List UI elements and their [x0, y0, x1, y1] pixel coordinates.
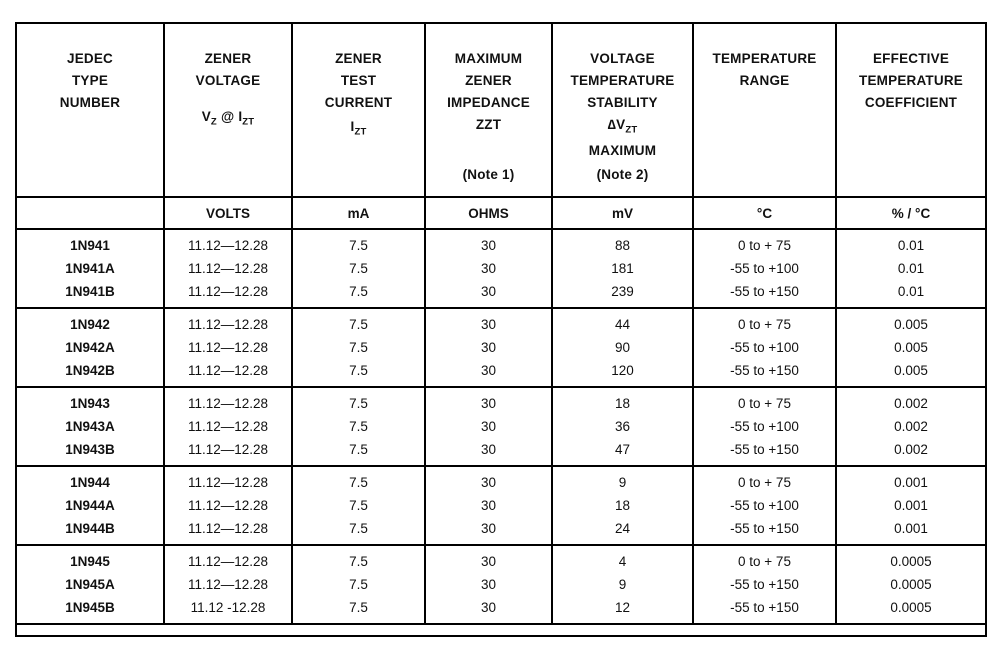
header-line: TYPE	[71, 73, 109, 88]
table-row-1N941A	[16, 257, 986, 280]
cell-temp-coefficient: 0.005	[836, 308, 986, 336]
header-line: ZENER	[204, 51, 252, 66]
table-header	[16, 23, 986, 229]
cell-zener-voltage: 11.12 -12.28	[164, 596, 292, 624]
cell-temp-coefficient: 0.005	[836, 336, 986, 359]
cell-temp-range: -55 to +150	[693, 438, 836, 466]
cell-test-current: 7.5	[292, 517, 425, 545]
table-row-1N942A	[16, 336, 986, 359]
cell-temp-stability: 24	[552, 517, 693, 545]
cell-temp-coefficient: 0.002	[836, 415, 986, 438]
cell-temp-coefficient: 0.0005	[836, 545, 986, 573]
cell-zener-voltage: 11.12—12.28	[164, 573, 292, 596]
note-2-reference: (Note 2)	[596, 167, 649, 182]
cell-temp-coefficient: 0.002	[836, 438, 986, 466]
table-row-1N941	[16, 229, 986, 257]
header-line: MAXIMUM	[588, 143, 657, 158]
cell-type-number: 1N941A	[16, 257, 164, 280]
cell-test-current: 7.5	[292, 257, 425, 280]
cell-test-current: 7.5	[292, 573, 425, 596]
cell-type-number: 1N945A	[16, 573, 164, 596]
delta-vzt-symbol	[608, 114, 638, 136]
symbol-base: I	[238, 109, 243, 124]
cell-test-current: 7.5	[292, 596, 425, 624]
cell-zener-voltage: 11.12—12.28	[164, 517, 292, 545]
cell-zener-voltage: 11.12—12.28	[164, 387, 292, 415]
cell-zener-impedance: 30	[425, 596, 552, 624]
cell-temp-coefficient: 0.01	[836, 280, 986, 308]
cell-zener-voltage: 11.12—12.28	[164, 280, 292, 308]
cell-zener-impedance: 30	[425, 517, 552, 545]
header-line: JEDEC	[66, 51, 113, 66]
header-line: ZENER	[335, 51, 382, 66]
cell-temp-range: 0 to + 75	[693, 229, 836, 257]
header-line: CURRENT	[324, 95, 393, 110]
cell-temp-coefficient: 0.001	[836, 494, 986, 517]
symbol-subscript: ZT	[242, 116, 255, 128]
cell-temp-stability: 44	[552, 308, 693, 336]
cell-temp-stability: 12	[552, 596, 693, 624]
spacer-row	[16, 624, 986, 636]
cell-type-number: 1N942B	[16, 359, 164, 387]
cell-temp-stability: 120	[552, 359, 693, 387]
cell-temp-range: -55 to +100	[693, 336, 836, 359]
header-line: TEMPERATURE	[570, 73, 675, 88]
cell-temp-range: -55 to +100	[693, 494, 836, 517]
symbol-base: V	[616, 117, 626, 132]
cell-temp-range: 0 to + 75	[693, 466, 836, 494]
table-row-1N942	[16, 308, 986, 336]
table-row-1N945	[16, 545, 986, 573]
cell-temp-stability: 18	[552, 494, 693, 517]
cell-zener-impedance: 30	[425, 359, 552, 387]
header-line: TEMPERATURE	[712, 51, 817, 66]
header-line: TEST	[340, 73, 377, 88]
header-line: VOLTAGE	[590, 51, 655, 66]
spacer-row-cell	[16, 624, 986, 636]
cell-temp-stability: 9	[552, 466, 693, 494]
header-line: COEFFICIENT	[864, 95, 958, 110]
cell-zener-impedance: 30	[425, 415, 552, 438]
header-temp-coefficient	[836, 23, 986, 197]
symbol-subscript: ZT	[354, 126, 367, 138]
symbol-subscript: ZT	[625, 124, 638, 136]
cell-temp-coefficient: 0.005	[836, 359, 986, 387]
cell-temp-range: 0 to + 75	[693, 308, 836, 336]
cell-temp-stability: 47	[552, 438, 693, 466]
device-group-1N943	[16, 387, 986, 466]
cell-temp-coefficient: 0.0005	[836, 573, 986, 596]
at-sign: @	[220, 109, 235, 124]
table-row-1N944A	[16, 494, 986, 517]
cell-type-number: 1N943	[16, 387, 164, 415]
device-group-1N944	[16, 466, 986, 545]
cell-zener-impedance: 30	[425, 257, 552, 280]
cell-type-number: 1N944A	[16, 494, 164, 517]
cell-type-number: 1N941	[16, 229, 164, 257]
cell-test-current: 7.5	[292, 280, 425, 308]
unit-cell-blank	[16, 197, 164, 229]
unit-cell-celsius: °C	[693, 197, 836, 229]
zener-spec-table	[15, 22, 987, 637]
cell-temp-stability: 90	[552, 336, 693, 359]
header-temp-range	[693, 23, 836, 197]
cell-type-number: 1N941B	[16, 280, 164, 308]
cell-test-current: 7.5	[292, 359, 425, 387]
cell-temp-range: -55 to +150	[693, 359, 836, 387]
cell-temp-stability: 36	[552, 415, 693, 438]
cell-zener-impedance: 30	[425, 438, 552, 466]
cell-temp-stability: 18	[552, 387, 693, 415]
header-line: MAXIMUM	[454, 51, 523, 66]
cell-type-number: 1N943A	[16, 415, 164, 438]
unit-cell-pct-celsius: % / °C	[836, 197, 986, 229]
cell-zener-voltage: 11.12—12.28	[164, 229, 292, 257]
cell-zener-impedance: 30	[425, 545, 552, 573]
table-row-1N944	[16, 466, 986, 494]
cell-temp-range: -55 to +150	[693, 280, 836, 308]
cell-zener-voltage: 11.12—12.28	[164, 466, 292, 494]
cell-temp-stability: 239	[552, 280, 693, 308]
header-line: IMPEDANCE	[447, 95, 530, 110]
header-line: VOLTAGE	[195, 73, 261, 88]
header-line: STABILITY	[587, 95, 658, 110]
izt-symbol	[351, 116, 367, 138]
cell-temp-range: -55 to +150	[693, 573, 836, 596]
cell-temp-range: 0 to + 75	[693, 545, 836, 573]
cell-type-number: 1N943B	[16, 438, 164, 466]
cell-temp-coefficient: 0.01	[836, 229, 986, 257]
cell-temp-coefficient: 0.001	[836, 517, 986, 545]
table-footer	[16, 624, 986, 636]
cell-zener-impedance: 30	[425, 494, 552, 517]
table-row-1N942B	[16, 359, 986, 387]
unit-cell-volts: VOLTS	[164, 197, 292, 229]
header-line: EFFECTIVE	[872, 51, 950, 66]
header-temp-stability	[552, 23, 693, 197]
header-jedec-type-number	[16, 23, 164, 197]
note-1-reference: (Note 1)	[462, 167, 515, 182]
cell-type-number: 1N942	[16, 308, 164, 336]
cell-temp-stability: 88	[552, 229, 693, 257]
symbol-base: V	[201, 109, 211, 124]
cell-temp-range: -55 to +100	[693, 257, 836, 280]
cell-temp-stability: 181	[552, 257, 693, 280]
cell-test-current: 7.5	[292, 415, 425, 438]
cell-type-number: 1N945	[16, 545, 164, 573]
cell-test-current: 7.5	[292, 336, 425, 359]
table-row-1N945A	[16, 573, 986, 596]
cell-test-current: 7.5	[292, 466, 425, 494]
cell-zener-voltage: 11.12—12.28	[164, 545, 292, 573]
header-line: ZENER	[465, 73, 512, 88]
cell-zener-impedance: 30	[425, 573, 552, 596]
cell-type-number: 1N945B	[16, 596, 164, 624]
header-zener-voltage	[164, 23, 292, 197]
header-line: TEMPERATURE	[859, 73, 963, 88]
header-line: NUMBER	[59, 95, 121, 110]
cell-temp-range: 0 to + 75	[693, 387, 836, 415]
cell-zener-impedance: 30	[425, 280, 552, 308]
cell-type-number: 1N944B	[16, 517, 164, 545]
header-zener-impedance	[425, 23, 552, 197]
cell-zener-voltage: 11.12—12.28	[164, 415, 292, 438]
cell-temp-stability: 4	[552, 545, 693, 573]
cell-temp-coefficient: 0.002	[836, 387, 986, 415]
unit-cell-ma: mA	[292, 197, 425, 229]
cell-zener-impedance: 30	[425, 466, 552, 494]
vz-at-izt-symbol	[202, 106, 255, 128]
symbol-delta: ∆	[607, 117, 617, 132]
table-row-1N941B	[16, 280, 986, 308]
zzt-symbol: ZZT	[475, 117, 502, 132]
cell-test-current: 7.5	[292, 438, 425, 466]
cell-zener-voltage: 11.12—12.28	[164, 308, 292, 336]
cell-test-current: 7.5	[292, 387, 425, 415]
cell-zener-impedance: 30	[425, 336, 552, 359]
cell-test-current: 7.5	[292, 229, 425, 257]
cell-test-current: 7.5	[292, 545, 425, 573]
cell-zener-impedance: 30	[425, 387, 552, 415]
cell-temp-range: -55 to +150	[693, 596, 836, 624]
header-line: RANGE	[739, 73, 790, 88]
symbol-subscript: Z	[210, 116, 217, 128]
units-row	[16, 197, 986, 229]
cell-temp-stability: 9	[552, 573, 693, 596]
cell-zener-voltage: 11.12—12.28	[164, 359, 292, 387]
cell-type-number: 1N944	[16, 466, 164, 494]
device-group-1N942	[16, 308, 986, 387]
symbol-base: I	[350, 119, 355, 134]
cell-temp-coefficient: 0.001	[836, 466, 986, 494]
header-test-current	[292, 23, 425, 197]
cell-temp-coefficient: 0.01	[836, 257, 986, 280]
unit-cell-mv: mV	[552, 197, 693, 229]
cell-temp-range: -55 to +150	[693, 517, 836, 545]
table-row-1N943B	[16, 438, 986, 466]
cell-zener-voltage: 11.12—12.28	[164, 257, 292, 280]
device-group-1N941	[16, 229, 986, 308]
table-row-1N943	[16, 387, 986, 415]
unit-cell-ohms: OHMS	[425, 197, 552, 229]
cell-zener-impedance: 30	[425, 308, 552, 336]
cell-zener-voltage: 11.12—12.28	[164, 336, 292, 359]
table-row-1N943A	[16, 415, 986, 438]
table-row-1N944B	[16, 517, 986, 545]
header-row	[16, 23, 986, 197]
table-row-1N945B	[16, 596, 986, 624]
cell-zener-voltage: 11.12—12.28	[164, 494, 292, 517]
cell-test-current: 7.5	[292, 308, 425, 336]
cell-zener-voltage: 11.12—12.28	[164, 438, 292, 466]
cell-type-number: 1N942A	[16, 336, 164, 359]
cell-test-current: 7.5	[292, 494, 425, 517]
cell-zener-impedance: 30	[425, 229, 552, 257]
cell-temp-range: -55 to +100	[693, 415, 836, 438]
cell-temp-coefficient: 0.0005	[836, 596, 986, 624]
device-group-1N945	[16, 545, 986, 624]
